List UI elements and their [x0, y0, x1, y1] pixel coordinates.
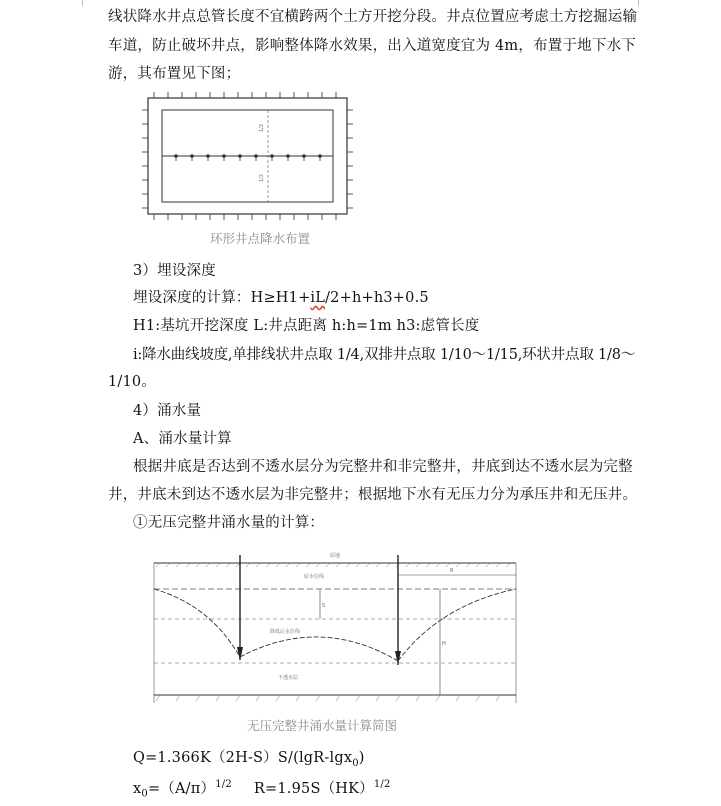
formula-iL: iL: [310, 290, 326, 306]
formula-text: =（A/π）: [147, 780, 216, 797]
body-text-line: 线状降水井点总管长度不宜横跨两个土方开挖分段。井点位置应考虑土方挖掘运输: [108, 9, 638, 25]
label-lowered-water-table: 降低后水位线: [270, 629, 301, 635]
label-radius: R: [450, 568, 454, 574]
label-drawdown: S: [322, 603, 326, 609]
body-text-line: 车道，防止破坏井点，影响整体降水效果，出入道宽度宜为 4m，布置于地下水下: [108, 38, 636, 54]
formula-text: Q=1.366K（2H-S）S/(lgR-lgx: [133, 750, 353, 766]
formula-superscript: 1/2: [373, 779, 391, 790]
formula-superscript: 1/2: [215, 779, 232, 790]
formula-text: ): [358, 750, 365, 766]
label-head: H: [442, 641, 446, 647]
definitions-line: H1:基坑开挖深度 L:井点距离 h:h=1m h3:虑管长度: [133, 318, 480, 334]
formula-line: [133, 287, 653, 309]
label-impermeable: 不透水层: [278, 675, 299, 681]
list-item: ①无压完整井涌水量的计算：: [133, 515, 325, 531]
crop-mark: [638, 0, 651, 6]
section-heading: 3）埋设深度: [133, 263, 216, 279]
formula-x0-r: [133, 774, 653, 806]
label-ground: 原地: [330, 553, 341, 559]
section-heading: 4）涌水量: [133, 403, 202, 419]
body-text-line: 井，井底未到达不透水层为非完整井；根据地下水有无压力分为承压井和无压井。: [108, 487, 638, 503]
figure-caption: 无压完整井涌水量计算简图: [247, 718, 398, 733]
formula-subscript: 0: [141, 788, 148, 800]
formula-text: x: [133, 780, 142, 797]
figure-caption: 环形井点降水布置: [210, 231, 311, 246]
body-text-line: i:降水曲线坡度,单排线状井点取 1/4,双排井点取 1/10～1/15,环状井点取 1/8～: [133, 347, 636, 363]
label-water-table: 原水位线: [304, 574, 325, 580]
formula-q: [133, 747, 653, 775]
ring-wellpoint-layout-figure: [140, 92, 355, 222]
subsection-heading: A、涌水量计算: [133, 431, 232, 447]
body-text-line: 1/10。: [108, 374, 157, 390]
body-text-line: 游，其布置见下图；: [108, 66, 241, 82]
formula-subscript: 0: [352, 757, 359, 769]
dimension-label: 1/2: [259, 173, 265, 182]
formula-text: 埋设深度的计算：H≥H1+: [133, 290, 311, 306]
formula-text: /2+h+h3+0.5: [325, 290, 429, 306]
crop-mark: [70, 0, 83, 6]
unconfined-well-figure: [150, 545, 520, 710]
dimension-label: 1/2: [259, 123, 265, 132]
body-text-line: 根据井底是否达到不透水层分为完整井和非完整井，井底到达不透水层为完整: [133, 459, 633, 475]
formula-text: R=1.95S（HK）: [253, 780, 374, 797]
